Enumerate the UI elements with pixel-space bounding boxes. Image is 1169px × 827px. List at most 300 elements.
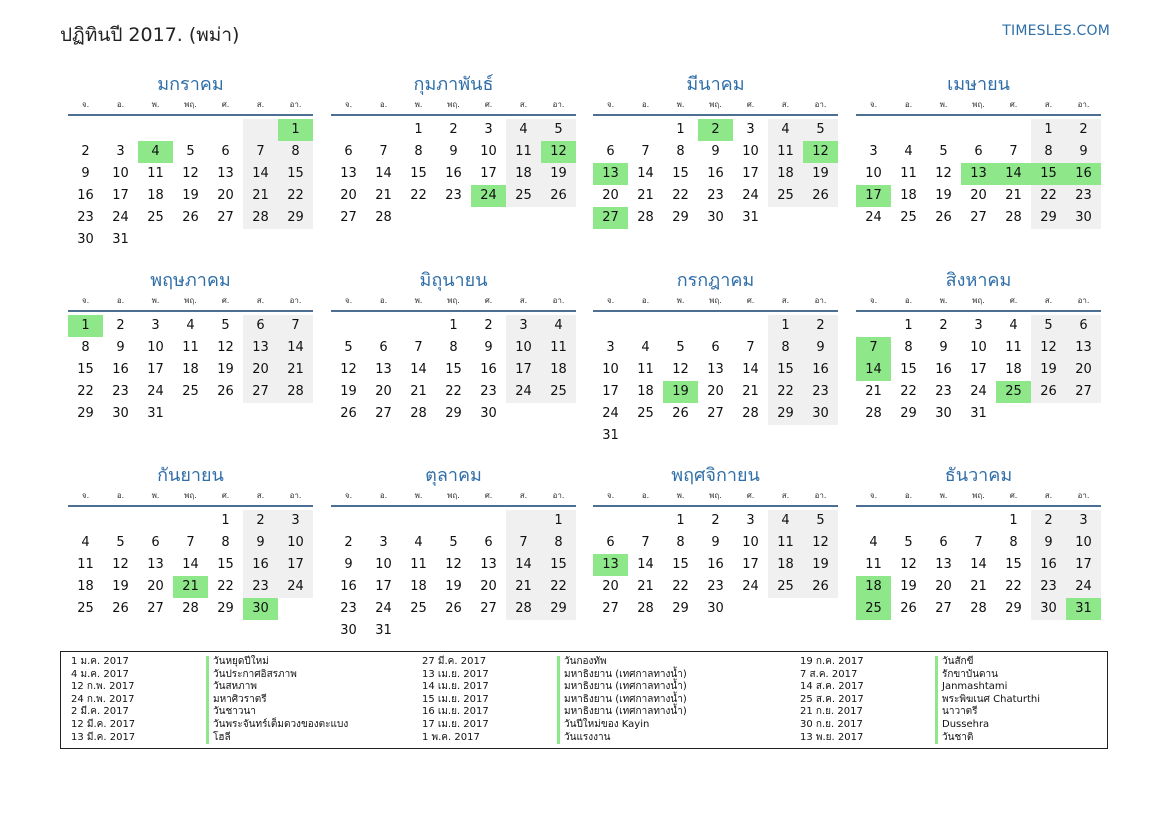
day-cell: 23 xyxy=(1066,185,1101,207)
day-cell: 14 xyxy=(278,337,313,359)
day-cell: 18 xyxy=(1005,362,1022,377)
weekday-label: จ. xyxy=(606,491,615,500)
day-cell: 21 xyxy=(375,188,392,203)
day-cell: 7 xyxy=(506,532,541,554)
holiday-date: 12 มี.ค. 2017 xyxy=(71,718,136,730)
legend-entry xyxy=(422,706,687,719)
day-cell: 28 xyxy=(637,210,654,225)
weekday-label: พ. xyxy=(151,491,160,500)
legend-entry xyxy=(422,694,687,707)
holiday-name: มหาธิงยาน (เทศกาลทางน้ำ) xyxy=(557,706,687,719)
day-cell: 28 xyxy=(375,210,392,225)
weekday-label: จ. xyxy=(869,100,878,109)
day-cell: 8 xyxy=(449,340,458,355)
day-cell: 20 xyxy=(935,579,952,594)
day-cell: 10 xyxy=(865,166,882,181)
holiday-day-cell: 14 xyxy=(996,163,1031,185)
day-cell: 14 xyxy=(970,557,987,572)
day-cell: 26 xyxy=(1031,381,1066,403)
day-cell: 7 xyxy=(379,144,388,159)
weekday-label: จ. xyxy=(869,296,878,305)
day-cell: 12 xyxy=(803,532,838,554)
day-cell: 7 xyxy=(974,535,983,550)
day-cell: 9 xyxy=(344,557,353,572)
holiday-day-cell: 13 xyxy=(593,554,628,576)
day-cell: 4 xyxy=(506,119,541,141)
day-cell: 25 xyxy=(506,185,541,207)
day-cell: 20 xyxy=(707,384,724,399)
day-cell: 22 xyxy=(1031,185,1066,207)
day-cell: 20 xyxy=(480,579,497,594)
day-cell: 28 xyxy=(742,406,759,421)
holiday-date: 2 มี.ค. 2017 xyxy=(71,706,129,718)
holiday-date: 19 ก.ค. 2017 xyxy=(800,656,864,667)
day-cell: 11 xyxy=(541,337,576,359)
holiday-day-cell: 1 xyxy=(68,315,103,337)
day-cell: 17 xyxy=(970,362,987,377)
day-cell: 24 xyxy=(112,210,129,225)
day-cell: 22 xyxy=(768,381,803,403)
day-cell: 1 xyxy=(768,315,803,337)
empty-cell xyxy=(243,229,278,251)
day-cell: 12 xyxy=(217,340,234,355)
day-grid xyxy=(593,510,838,620)
day-cell: 13 xyxy=(147,557,164,572)
day-cell: 15 xyxy=(768,359,803,381)
holiday-day-cell: 25 xyxy=(996,381,1031,403)
day-cell: 23 xyxy=(112,384,129,399)
day-cell: 19 xyxy=(340,384,357,399)
day-cell: 21 xyxy=(278,359,313,381)
weekday-label: อา. xyxy=(814,491,827,500)
day-cell: 7 xyxy=(641,535,650,550)
day-cell: 31 xyxy=(375,623,392,638)
empty-cell xyxy=(593,119,628,141)
day-cell: 25 xyxy=(768,185,803,207)
weekday-label: พฤ. xyxy=(184,100,197,109)
empty-cell xyxy=(471,207,506,229)
day-cell: 16 xyxy=(480,362,497,377)
empty-cell xyxy=(961,119,996,141)
holiday-day-cell: 18 xyxy=(856,576,891,598)
weekday-label: พฤ. xyxy=(972,491,985,500)
day-cell: 10 xyxy=(742,144,759,159)
day-cell: 10 xyxy=(742,535,759,550)
empty-cell xyxy=(401,207,436,229)
day-cell: 3 xyxy=(746,122,755,137)
weekday-label: พฤ. xyxy=(184,296,197,305)
day-cell: 12 xyxy=(340,362,357,377)
holiday-name: วันสักขี xyxy=(935,656,973,669)
day-cell: 18 xyxy=(506,163,541,185)
weekday-header xyxy=(68,489,313,507)
weekday-label: อา. xyxy=(1077,491,1090,500)
day-cell: 10 xyxy=(278,532,313,554)
weekday-label: ส. xyxy=(781,100,790,109)
day-cell: 22 xyxy=(445,384,462,399)
holiday-day-cell: 31 xyxy=(1066,598,1101,620)
empty-cell xyxy=(733,598,768,620)
day-cell: 15 xyxy=(541,554,576,576)
weekday-label: อ. xyxy=(116,491,125,500)
day-cell: 28 xyxy=(970,601,987,616)
day-cell: 19 xyxy=(935,188,952,203)
holiday-date: 13 พ.ย. 2017 xyxy=(800,731,864,743)
day-cell: 28 xyxy=(865,406,882,421)
weekday-label: พ. xyxy=(151,296,160,305)
day-cell: 4 xyxy=(81,535,90,550)
weekday-label: ศ. xyxy=(746,491,755,500)
weekday-label: พฤ. xyxy=(447,491,460,500)
day-cell: 21 xyxy=(637,579,654,594)
day-grid xyxy=(856,510,1101,620)
day-cell: 31 xyxy=(602,428,619,443)
day-cell: 2 xyxy=(484,318,493,333)
day-cell: 2 xyxy=(81,144,90,159)
empty-cell xyxy=(628,315,663,337)
holiday-name: วันแรงงาน xyxy=(557,732,610,745)
legend-column-1 xyxy=(71,656,348,744)
day-cell: 26 xyxy=(112,601,129,616)
legend-entry xyxy=(800,732,1040,745)
day-cell: 8 xyxy=(221,535,230,550)
day-cell: 22 xyxy=(900,384,917,399)
weekday-label: อ. xyxy=(641,296,650,305)
weekday-label: พ. xyxy=(676,491,685,500)
day-cell: 9 xyxy=(243,532,278,554)
day-cell: 23 xyxy=(340,601,357,616)
day-cell: 11 xyxy=(900,166,917,181)
legend-entry xyxy=(422,656,687,669)
weekday-label: อา. xyxy=(552,296,565,305)
day-cell: 7 xyxy=(1009,144,1018,159)
empty-cell xyxy=(961,510,996,532)
day-cell: 13 xyxy=(707,362,724,377)
day-cell: 6 xyxy=(151,535,160,550)
month-name: กุมภาพันธ์ xyxy=(413,74,494,95)
day-cell: 19 xyxy=(803,554,838,576)
day-cell: 24 xyxy=(1066,576,1101,598)
day-cell: 17 xyxy=(506,359,541,381)
empty-cell xyxy=(541,620,576,642)
day-cell: 21 xyxy=(243,185,278,207)
weekday-label: พฤ. xyxy=(709,296,722,305)
weekday-label: ส. xyxy=(1044,100,1053,109)
weekday-label: ส. xyxy=(519,491,528,500)
empty-cell xyxy=(506,620,541,642)
empty-cell xyxy=(891,119,926,141)
holiday-name: Janmashtami xyxy=(935,681,1007,694)
day-cell: 18 xyxy=(77,579,94,594)
holiday-day-cell: 2 xyxy=(698,119,733,141)
day-cell: 3 xyxy=(151,318,160,333)
empty-cell xyxy=(138,119,173,141)
day-cell: 6 xyxy=(344,144,353,159)
day-cell: 28 xyxy=(278,381,313,403)
day-cell: 4 xyxy=(541,315,576,337)
day-cell: 14 xyxy=(637,557,654,572)
weekday-label: อา. xyxy=(1077,296,1090,305)
weekday-label: พ. xyxy=(939,100,948,109)
day-cell: 18 xyxy=(410,579,427,594)
day-cell: 25 xyxy=(541,381,576,403)
empty-cell xyxy=(208,229,243,251)
day-cell: 6 xyxy=(379,340,388,355)
day-cell: 2 xyxy=(1066,119,1101,141)
day-cell: 23 xyxy=(707,579,724,594)
weekday-label: จ. xyxy=(344,100,353,109)
empty-cell xyxy=(103,510,138,532)
weekday-header xyxy=(331,98,576,116)
weekday-label: จ. xyxy=(81,296,90,305)
day-cell: 2 xyxy=(116,318,125,333)
empty-cell xyxy=(926,119,961,141)
holiday-name: วันชาติ xyxy=(935,732,973,745)
legend-entry xyxy=(800,656,1040,669)
weekday-label: จ. xyxy=(344,491,353,500)
day-cell: 17 xyxy=(1066,554,1101,576)
empty-cell xyxy=(278,403,313,425)
day-cell: 4 xyxy=(1009,318,1018,333)
day-cell: 24 xyxy=(742,188,759,203)
holiday-day-cell: 4 xyxy=(138,141,173,163)
empty-cell xyxy=(278,229,313,251)
weekday-label: พ. xyxy=(939,296,948,305)
day-cell: 13 xyxy=(243,337,278,359)
weekday-header xyxy=(856,294,1101,312)
weekday-label: อ. xyxy=(116,100,125,109)
legend-entry xyxy=(800,694,1040,707)
day-cell: 21 xyxy=(865,384,882,399)
holiday-name: มหาศิวราตรี xyxy=(206,694,267,707)
weekday-label: อา. xyxy=(552,491,565,500)
day-cell: 14 xyxy=(243,163,278,185)
empty-cell xyxy=(331,119,366,141)
weekday-label: พ. xyxy=(676,100,685,109)
holiday-date: 7 ส.ค. 2017 xyxy=(800,668,858,680)
day-cell: 30 xyxy=(77,232,94,247)
weekday-header xyxy=(593,98,838,116)
day-cell: 20 xyxy=(1066,359,1101,381)
empty-cell xyxy=(541,403,576,425)
day-cell: 4 xyxy=(641,340,650,355)
day-cell: 26 xyxy=(217,384,234,399)
day-cell: 6 xyxy=(939,535,948,550)
weekday-label: ศ. xyxy=(221,100,230,109)
holiday-date: 14 เม.ย. 2017 xyxy=(422,681,489,693)
page-title: ปฏิทินปี 2017. (พม่า) xyxy=(60,24,240,46)
empty-cell xyxy=(663,315,698,337)
day-cell: 15 xyxy=(77,362,94,377)
empty-cell xyxy=(593,315,628,337)
weekday-label: ส. xyxy=(256,296,265,305)
day-cell: 30 xyxy=(935,406,952,421)
holiday-date: 27 มี.ค. 2017 xyxy=(422,656,487,667)
holiday-name: วันสหภาพ xyxy=(206,681,257,694)
weekday-label: อ. xyxy=(116,296,125,305)
weekday-label: จ. xyxy=(81,100,90,109)
day-cell: 30 xyxy=(340,623,357,638)
empty-cell xyxy=(663,425,698,447)
day-cell: 1 xyxy=(676,513,685,528)
day-cell: 4 xyxy=(186,318,195,333)
day-cell: 24 xyxy=(375,601,392,616)
day-cell: 21 xyxy=(1005,188,1022,203)
day-cell: 2 xyxy=(1031,510,1066,532)
day-cell: 10 xyxy=(147,340,164,355)
day-cell: 5 xyxy=(116,535,125,550)
day-cell: 4 xyxy=(414,535,423,550)
weekday-label: ศ. xyxy=(484,100,493,109)
day-cell: 23 xyxy=(803,381,838,403)
day-cell: 18 xyxy=(147,188,164,203)
day-cell: 17 xyxy=(480,166,497,181)
day-cell: 5 xyxy=(803,119,838,141)
day-cell: 12 xyxy=(112,557,129,572)
holiday-day-cell: 14 xyxy=(856,359,891,381)
day-cell: 24 xyxy=(278,576,313,598)
weekday-label: พ. xyxy=(414,491,423,500)
day-cell: 3 xyxy=(278,510,313,532)
holiday-name: วันชาวนา xyxy=(206,706,256,719)
empty-cell xyxy=(331,510,366,532)
day-cell: 1 xyxy=(541,510,576,532)
empty-cell xyxy=(401,510,436,532)
day-cell: 6 xyxy=(606,144,615,159)
day-cell: 26 xyxy=(340,406,357,421)
legend-entry xyxy=(800,681,1040,694)
day-cell: 16 xyxy=(707,166,724,181)
day-cell: 17 xyxy=(742,166,759,181)
day-cell: 30 xyxy=(803,403,838,425)
empty-cell xyxy=(926,510,961,532)
day-cell: 13 xyxy=(375,362,392,377)
empty-cell xyxy=(733,315,768,337)
day-cell: 11 xyxy=(637,362,654,377)
day-cell: 5 xyxy=(803,510,838,532)
day-cell: 22 xyxy=(278,185,313,207)
empty-cell xyxy=(593,510,628,532)
day-cell: 5 xyxy=(186,144,195,159)
weekday-label: ศ. xyxy=(484,491,493,500)
day-cell: 30 xyxy=(112,406,129,421)
day-cell: 8 xyxy=(904,340,913,355)
day-cell: 5 xyxy=(449,535,458,550)
day-cell: 17 xyxy=(602,384,619,399)
day-cell: 13 xyxy=(935,557,952,572)
holiday-name: วันกองทัพ xyxy=(557,656,607,669)
holiday-date: 24 ก.พ. 2017 xyxy=(71,693,135,705)
month-block xyxy=(593,268,838,447)
day-cell: 21 xyxy=(970,579,987,594)
day-cell: 16 xyxy=(340,579,357,594)
day-cell: 11 xyxy=(410,557,427,572)
holiday-name: Dussehra xyxy=(935,719,989,732)
day-cell: 30 xyxy=(1066,207,1101,229)
holiday-date: 1 ม.ค. 2017 xyxy=(71,656,129,667)
day-cell: 29 xyxy=(278,207,313,229)
day-cell: 23 xyxy=(935,384,952,399)
legend-entry xyxy=(71,719,348,732)
day-cell: 24 xyxy=(742,579,759,594)
weekday-label: จ. xyxy=(869,491,878,500)
weekday-header xyxy=(593,489,838,507)
day-cell: 5 xyxy=(541,119,576,141)
weekday-label: ศ. xyxy=(1009,491,1018,500)
weekday-label: จ. xyxy=(81,491,90,500)
day-cell: 31 xyxy=(147,406,164,421)
day-cell: 18 xyxy=(768,163,803,185)
day-cell: 16 xyxy=(707,557,724,572)
weekday-label: จ. xyxy=(606,296,615,305)
day-cell: 30 xyxy=(480,406,497,421)
day-cell: 3 xyxy=(746,513,755,528)
holiday-name: วันหยุดปีใหม่ xyxy=(206,656,269,669)
legend-entry xyxy=(800,706,1040,719)
empty-cell xyxy=(68,510,103,532)
day-cell: 15 xyxy=(410,166,427,181)
day-cell: 16 xyxy=(803,359,838,381)
day-cell: 16 xyxy=(935,362,952,377)
empty-cell xyxy=(506,403,541,425)
empty-cell xyxy=(856,119,891,141)
holiday-day-cell: 7 xyxy=(856,337,891,359)
day-cell: 12 xyxy=(900,557,917,572)
weekday-label: พฤ. xyxy=(447,296,460,305)
day-cell: 19 xyxy=(182,188,199,203)
month-block xyxy=(331,463,576,642)
day-cell: 6 xyxy=(221,144,230,159)
weekday-label: ศ. xyxy=(746,296,755,305)
day-cell: 26 xyxy=(935,210,952,225)
day-cell: 13 xyxy=(1066,337,1101,359)
weekday-label: จ. xyxy=(606,100,615,109)
weekday-label: ส. xyxy=(1044,491,1053,500)
holiday-name: มหาธิงยาน (เทศกาลทางน้ำ) xyxy=(557,694,687,707)
day-cell: 11 xyxy=(768,141,803,163)
weekday-label: ส. xyxy=(519,100,528,109)
empty-cell xyxy=(68,119,103,141)
day-cell: 8 xyxy=(81,340,90,355)
holiday-date: 30 ก.ย. 2017 xyxy=(800,718,863,730)
holiday-day-cell: 15 xyxy=(1031,163,1066,185)
day-cell: 11 xyxy=(768,532,803,554)
site-link[interactable]: TIMESLES.COM xyxy=(1002,23,1110,39)
day-cell: 22 xyxy=(672,579,689,594)
empty-cell xyxy=(471,510,506,532)
weekday-label: ศ. xyxy=(746,100,755,109)
day-cell: 28 xyxy=(506,598,541,620)
day-cell: 25 xyxy=(900,210,917,225)
day-cell: 30 xyxy=(707,210,724,225)
holiday-day-cell: 17 xyxy=(856,185,891,207)
day-cell: 8 xyxy=(1009,535,1018,550)
day-cell: 17 xyxy=(112,188,129,203)
empty-cell xyxy=(331,315,366,337)
day-cell: 18 xyxy=(637,384,654,399)
weekday-label: ส. xyxy=(519,296,528,305)
holiday-date: 13 เม.ย. 2017 xyxy=(422,668,489,680)
day-cell: 10 xyxy=(602,362,619,377)
day-cell: 16 xyxy=(112,362,129,377)
day-cell: 23 xyxy=(1031,576,1066,598)
day-cell: 10 xyxy=(506,337,541,359)
holiday-name: พระพิฆเนศ Chaturthi xyxy=(935,694,1040,707)
empty-cell xyxy=(891,510,926,532)
day-cell: 25 xyxy=(77,601,94,616)
day-cell: 3 xyxy=(606,340,615,355)
day-cell: 19 xyxy=(803,163,838,185)
